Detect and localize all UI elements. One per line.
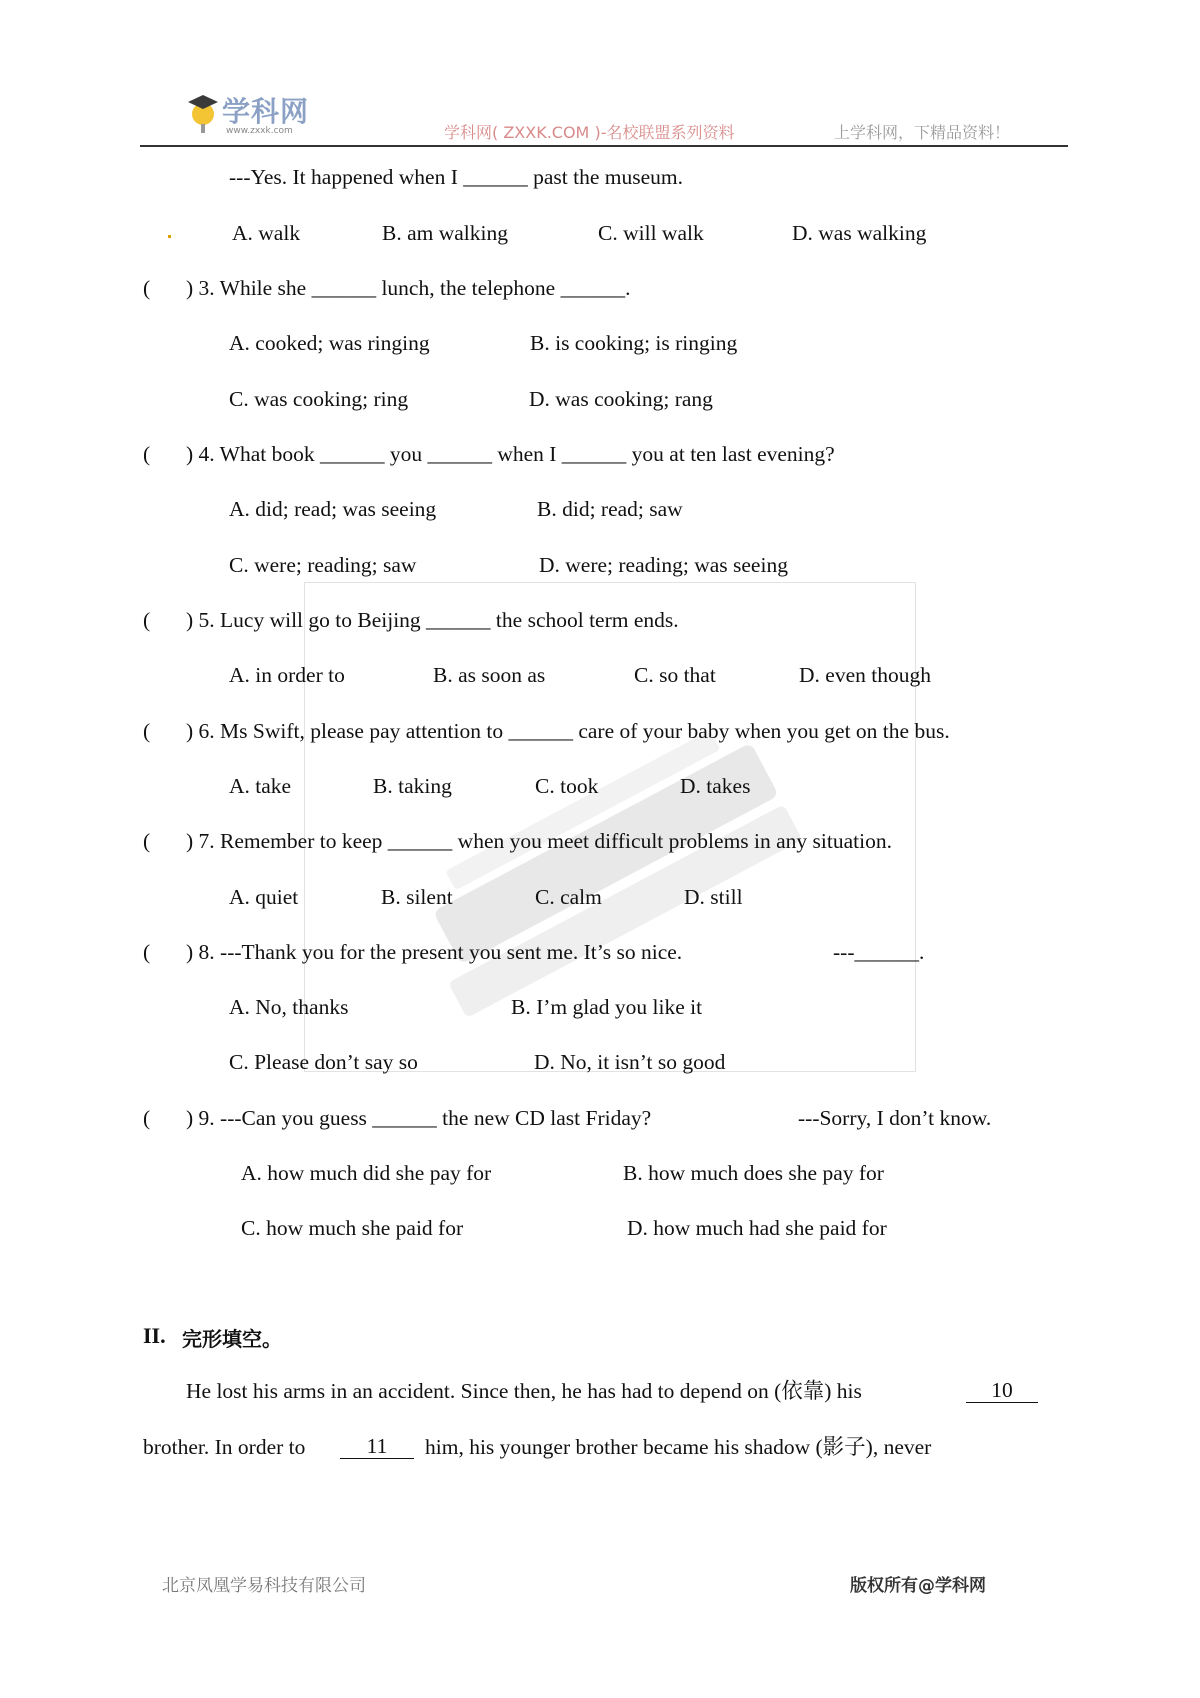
q7-prompt: ) 7. Remember to keep ______ when you meet difficult problems in any situation. [186,829,892,853]
q2-prompt: ---Yes. It happened when I ______ past the museum. [229,165,684,189]
q6-prompt: ) 6. Ms Swift, please pay attention to ______ care of your baby when you get on the bus. [186,719,950,743]
q7-option-d: D. still [684,885,743,909]
header-center-text: 学科网( ZXXK.COM )-名校联盟系列资料 [444,123,735,142]
marker-dot [168,235,171,238]
logo-text: 学科网 [222,95,310,128]
q4-option-c: C. were; reading; saw [229,553,417,577]
blank-11: 11 [340,1434,414,1459]
q9-option-d: D. how much had she paid for [627,1216,887,1240]
q5-option-c: C. so that [634,663,716,687]
q5-option-b: B. as soon as [433,663,546,687]
q8-option-a: A. No, thanks [229,995,349,1019]
q7-paren: ( [143,829,151,853]
footer-company: 北京凤凰学易科技有限公司 [162,1576,366,1596]
q4-paren: ( [143,442,151,466]
logo-url: www.zxxk.com [226,126,293,136]
passage-line-2-end: him, his younger brother became his shadow (影子), never [425,1435,932,1459]
graduate-cap-icon [186,90,220,134]
q8-option-c: C. Please don’t say so [229,1050,418,1074]
section-title: 完形填空。 [182,1327,282,1351]
section-roman-numeral: II. [143,1323,166,1348]
q2-option-a: A. walk [232,221,301,245]
site-logo [186,88,326,140]
q5-prompt: ) 5. Lucy will go to Beijing ______ the school term ends. [186,608,679,632]
q6-paren: ( [143,719,151,743]
q3-option-c: C. was cooking; ring [229,387,409,411]
header-right-text: 上学科网，下精品资料！ [834,123,1011,142]
q5-option-d: D. even though [799,663,931,687]
q4-option-b: B. did; read; saw [537,497,683,521]
q3-option-a: A. cooked; was ringing [229,331,430,355]
header-divider [140,145,1068,147]
q9-option-c: C. how much she paid for [241,1216,464,1240]
q4-option-d: D. were; reading; was seeing [539,553,788,577]
q9-paren: ( [143,1106,151,1130]
q9-option-b: B. how much does she pay for [623,1161,884,1185]
q6-option-c: C. took [535,774,599,798]
q5-option-a: A. in order to [229,663,345,687]
q9-option-a: A. how much did she pay for [241,1161,492,1185]
footer-copyright: 版权所有@学科网 [850,1576,986,1596]
q6-option-a: A. take [229,774,292,798]
q3-option-b: B. is cooking; is ringing [530,331,738,355]
q7-option-b: B. silent [381,885,453,909]
q3-option-d: D. was cooking; rang [529,387,713,411]
q7-option-a: A. quiet [229,885,299,909]
q2-option-d: D. was walking [792,221,927,245]
q8-prompt: ) 8. ---Thank you for the present you sent me. It’s so nice. [186,940,683,964]
q8-option-b: B. I’m glad you like it [511,995,703,1019]
q6-option-b: B. taking [373,774,452,798]
passage-line-2-start: brother. In order to [143,1435,306,1459]
blank-10: 10 [966,1378,1038,1403]
q9-reply: ---Sorry, I don’t know. [798,1106,992,1130]
q8-option-d: D. No, it isn’t so good [534,1050,726,1074]
q8-paren: ( [143,940,151,964]
q7-option-c: C. calm [535,885,602,909]
q5-paren: ( [143,608,151,632]
q3-paren: ( [143,276,151,300]
q3-prompt: ) 3. While she ______ lunch, the telephone ______. [186,276,631,300]
q8-reply: ---______. [833,940,925,964]
q6-option-d: D. takes [680,774,751,798]
q2-option-b: B. am walking [382,221,508,245]
q2-option-c: C. will walk [598,221,704,245]
q9-prompt: ) 9. ---Can you guess ______ the new CD last Friday? [186,1106,652,1130]
q4-prompt: ) 4. What book ______ you ______ when I ______ you at ten last evening? [186,442,835,466]
q4-option-a: A. did; read; was seeing [229,497,437,521]
passage-line-1: He lost his arms in an accident. Since then, he has had to depend on (依靠) his [186,1379,862,1403]
